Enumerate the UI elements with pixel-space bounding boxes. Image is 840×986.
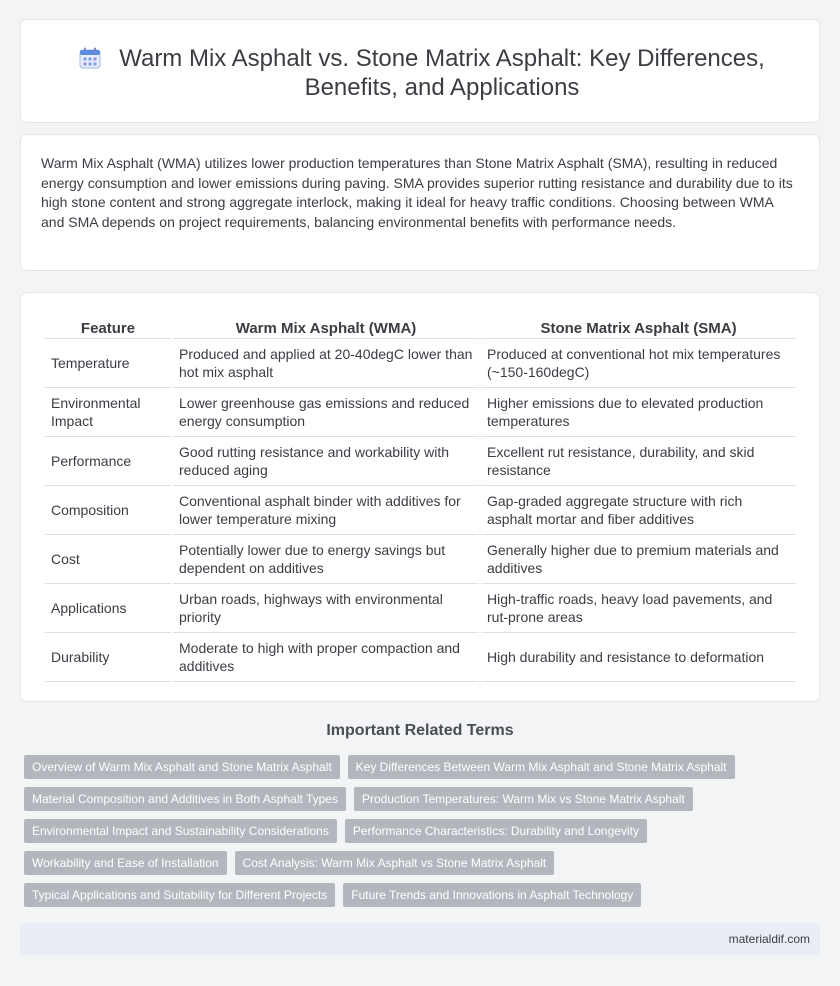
related-term-tag[interactable]: Workability and Ease of Installation — [24, 851, 227, 875]
table-row — [45, 584, 796, 633]
comparison-table-card — [20, 292, 820, 702]
tag-row — [24, 883, 824, 907]
related-term-tag[interactable]: Typical Applications and Suitability for Different Projects — [24, 883, 335, 907]
title-card — [20, 19, 820, 123]
related-term-tag[interactable]: Future Trends and Innovations in Asphalt Technology — [343, 883, 641, 907]
sma-cell: Generally higher due to premium materials and additives — [481, 535, 796, 584]
sma-cell: Gap-graded aggregate structure with rich asphalt mortar and fiber additives — [481, 486, 796, 535]
wma-cell: Good rutting resistance and workability with reduced aging — [173, 437, 479, 486]
related-term-tag[interactable]: Performance Characteristics: Durability and Longevity — [345, 819, 647, 843]
wma-cell: Produced and applied at 20-40degC lower than hot mix asphalt — [173, 339, 479, 388]
wma-cell: Conventional asphalt binder with additives for lower temperature mixing — [173, 486, 479, 535]
footer-site-link[interactable]: materialdif.com — [728, 932, 810, 946]
table-row — [45, 535, 796, 584]
summary-card — [20, 134, 820, 271]
wma-cell: Moderate to high with proper compaction and additives — [173, 633, 479, 682]
feature-cell: Performance — [45, 437, 171, 486]
table-row — [45, 388, 796, 437]
tag-row — [24, 819, 824, 843]
related-term-tag[interactable]: Environmental Impact and Sustainability Considerations — [24, 819, 337, 843]
feature-cell: Durability — [45, 633, 171, 682]
table-row — [45, 437, 796, 486]
tag-row — [24, 851, 824, 875]
table-row — [45, 339, 796, 388]
feature-cell: Cost — [45, 535, 171, 584]
related-terms-heading: Important Related Terms — [326, 722, 514, 739]
feature-cell: Environmental Impact — [45, 388, 171, 437]
related-terms-list — [24, 755, 824, 915]
table-header-row — [45, 315, 796, 339]
feature-cell: Applications — [45, 584, 171, 633]
header-wma: Warm Mix Asphalt (WMA) — [173, 315, 479, 339]
tag-row — [24, 755, 824, 779]
footer — [20, 923, 820, 955]
sma-cell: Excellent rut resistance, durability, and skid resistance — [481, 437, 796, 486]
sma-cell: High-traffic roads, heavy load pavements, and rut-prone areas — [481, 584, 796, 633]
related-term-tag[interactable]: Key Differences Between Warm Mix Asphalt and Stone Matrix Asphalt — [348, 755, 735, 779]
table-row — [45, 486, 796, 535]
header-feature: Feature — [45, 315, 171, 339]
feature-cell: Temperature — [45, 339, 171, 388]
related-term-tag[interactable]: Overview of Warm Mix Asphalt and Stone Matrix Asphalt — [24, 755, 340, 779]
page-title: Warm Mix Asphalt vs. Stone Matrix Asphalt: Key Differences, Benefits, and Applications — [119, 45, 765, 101]
tag-row — [24, 787, 824, 811]
sma-cell: High durability and resistance to deformation — [481, 633, 796, 682]
table-row — [45, 633, 796, 682]
feature-cell: Composition — [45, 486, 171, 535]
wma-cell: Lower greenhouse gas emissions and reduced energy consumption — [173, 388, 479, 437]
header-sma: Stone Matrix Asphalt (SMA) — [481, 315, 796, 339]
wma-cell: Urban roads, highways with environmental priority — [173, 584, 479, 633]
comparison-table — [43, 315, 798, 682]
related-term-tag[interactable]: Material Composition and Additives in Both Asphalt Types — [24, 787, 346, 811]
wma-cell: Potentially lower due to energy savings but dependent on additives — [173, 535, 479, 584]
summary-text: Warm Mix Asphalt (WMA) utilizes lower production temperatures than Stone Matrix Asphalt (SMA), resulting in reduced energy consumption and lower emissions during paving. SMA provides superior rutting resistance and durability due to its high stone content and strong aggregate interlock, making it ideal for heavy traffic conditions. Choosing between WMA and SMA depends on project requirements, balancing environmental benefits with performance needs. — [41, 155, 793, 230]
sma-cell: Produced at conventional hot mix temperatures (~150-160degC) — [481, 339, 796, 388]
related-term-tag[interactable]: Production Temperatures: Warm Mix vs Stone Matrix Asphalt — [354, 787, 693, 811]
related-term-tag[interactable]: Cost Analysis: Warm Mix Asphalt vs Stone Matrix Asphalt — [235, 851, 555, 875]
sma-cell: Higher emissions due to elevated production temperatures — [481, 388, 796, 437]
